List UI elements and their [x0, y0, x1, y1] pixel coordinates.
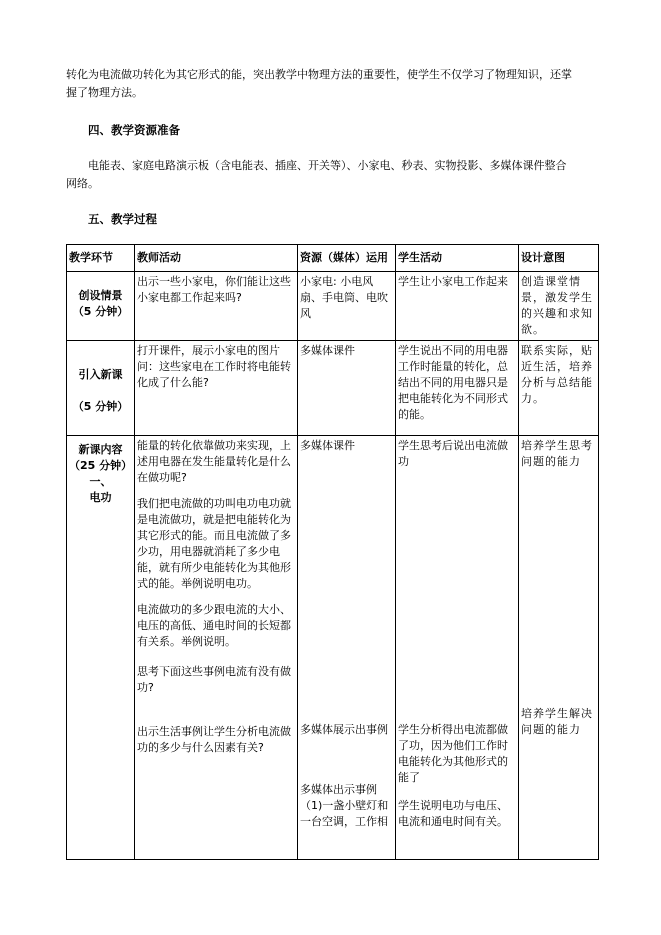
section-4-heading: 四、教学资源准备: [88, 123, 180, 137]
resource-paragraph: 多媒体课件: [300, 439, 355, 452]
header-student: 学生活动: [396, 245, 519, 272]
teacher-activity: 打开课件，展示小家电的图片问：这些家电在工作时将电能转化成了什么能?: [135, 341, 298, 436]
teacher-activity: 出示一些小家电，你们能让这些小家电都工作起来吗?: [135, 272, 298, 341]
stage-time: （25 分钟）: [69, 459, 133, 472]
header-teacher: 教师活动: [135, 245, 298, 272]
design-intent: 联系实际，贴近生活，培养分析与总结能力。: [519, 341, 599, 436]
stage-cell: [67, 436, 135, 860]
stage-subsection-title: 电功: [89, 491, 112, 504]
teacher-paragraph: 出示生活事例让学生分析电流做功的多少与什么因素有关?: [137, 725, 291, 754]
stage-time: （5 分钟）: [72, 305, 129, 318]
intro-line-2: 握了物理方法。: [66, 86, 143, 99]
table-row: [67, 341, 599, 436]
teacher-paragraph: 我们把电流做的功叫电功电功就是电流做功，就是把电能转化为其它形式的能。而且电流做了多少功，用电器就消耗了多少电能，就有所少电能转化为其他形式的能。举例说明电功。: [137, 497, 291, 590]
table-header-row: [67, 245, 599, 272]
design-paragraph: 培养学生思考问题的能力: [521, 439, 593, 468]
stage-time: （5 分钟）: [72, 400, 129, 413]
teacher-paragraph: 思考下面这些事例电流有没有做功?: [137, 665, 291, 694]
stage-subsection-number: 一、: [89, 475, 112, 488]
teacher-paragraph: 能量的转化依靠做功来实现，上述用电器在发生能量转化是什么在做功呢?: [137, 439, 291, 484]
stage-cell: [67, 341, 135, 436]
teacher-activity: [135, 436, 298, 860]
student-paragraph: 学生思考后说出电流做功: [398, 439, 508, 468]
student-paragraph: 学生说明电功与电压、电流和通电时间有关。: [398, 799, 508, 828]
student-activity: 学生让小家电工作起来: [396, 272, 519, 341]
design-paragraph: 培养学生解决问题的能力: [521, 707, 593, 736]
table-row: [67, 436, 599, 860]
resource-usage: 小家电: 小电风扇、手电筒、电吹风: [298, 272, 396, 341]
section-5-heading: 五、教学过程: [88, 212, 157, 226]
student-activity: [396, 436, 519, 860]
design-intent: 创造课堂情景，激发学生的兴趣和求知欲。: [519, 272, 599, 341]
header-stage: 教学环节: [67, 245, 135, 272]
resource-paragraph: 多媒体出示事例（1)一盏小壁灯和一台空调，工作相: [300, 783, 389, 828]
stage-cell: [67, 272, 135, 341]
teaching-process-table: [66, 244, 599, 860]
table-row: [67, 272, 599, 341]
resources-line-1: 电能表、家庭电路演示板（含电能表、插座、开关等）、小家电、秒表、实物投影、多媒体课件整合: [88, 159, 567, 172]
stage-title: 新课内容: [78, 443, 123, 456]
header-resource: 资源（媒体）运用: [298, 245, 396, 272]
student-activity: 学生说出不同的用电器工作时能量的转化，总结出不同的用电器只是把电能转化为不同形式的能。: [396, 341, 519, 436]
stage-title: 引入新课: [78, 368, 123, 381]
design-intent: [519, 436, 599, 860]
resource-usage: [298, 436, 396, 860]
teacher-paragraph: 电流做功的多少跟电流的大小、电压的高低、通电时间的长短都 有关系。举例说明。: [137, 603, 291, 648]
resource-usage: 多媒体课件: [298, 341, 396, 436]
resource-paragraph: 多媒体展示出事例: [300, 723, 388, 736]
intro-line-1: 转化为电流做功转化为其它形式的能，突出教学中物理方法的重要性，使学生不仅学习了物理知识，还掌: [66, 68, 572, 81]
header-design: 设计意图: [519, 245, 599, 272]
stage-title: 创设情景: [78, 289, 123, 302]
resources-line-2: 网络。: [66, 177, 99, 190]
student-paragraph: 学生分析得出电流都做了功，因为他们工作时电能转化为其他形式的能了: [398, 723, 508, 784]
